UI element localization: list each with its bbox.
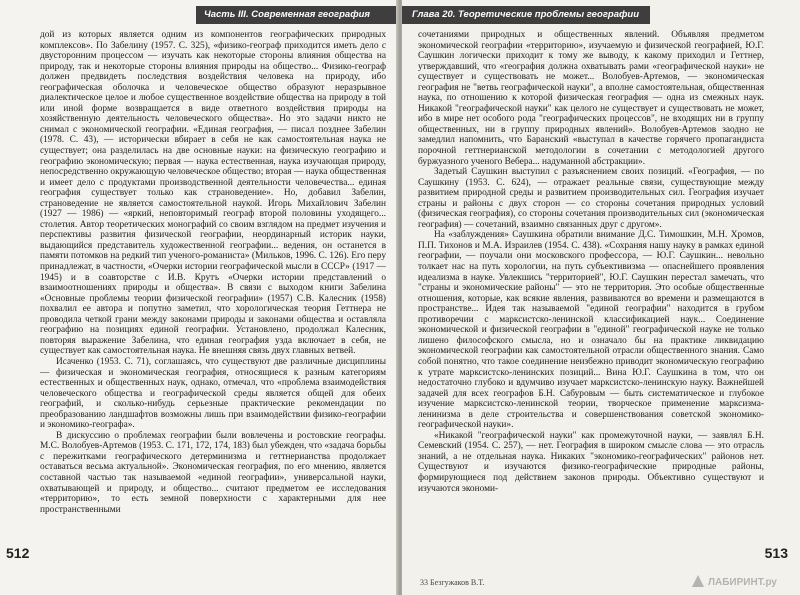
page-number-left: 512	[6, 545, 30, 561]
left-page	[0, 0, 398, 595]
signature-mark: 33 Безгужаков В.Т.	[420, 578, 485, 587]
paragraph: Исаченко (1953. С. 71), соглашаясь, что существуют две различные дисциплины — физическая и экономическая география, относящиеся к разным категориям естественных и общественных наук, однако, отмечал, что «проблема взаимодействия человеческого общества и географической среды является общей для обеих географий, и сколько-нибудь серьезные практические рекомендации по преобразованию ландшафтов возможны лишь при взаимодействии физико-географии и экономико-географа».	[40, 356, 386, 431]
paragraph: На «заблуждения» Саушкина обратили внимание Д.С. Тимошкин, М.Н. Хромов, П.П. Тихонов и М.А. Израилев (1954. С. 438). «Сохраняя нашу науку в рамках единой географии, — поучали они московского профессора, — Ю.Г. Саушкин... невольно толкает нас на путь хорологии, на путь субъективизма — опаснейшего проявления идеализма в науке. Увлекшись "территорией", Ю.Г. Саушкин перестал замечать, что "страны и экономические районы" — это не территория. Это особые общественные отношения, которые, как всякие явления, развиваются во времени и размещаются в пространстве... Идея так называемой "единой географии" находится в грубом противоречии с марксистско-ленинской классификацией наук... Соединение экономической и физической географии в "единой" географической науке не только лишено философского смысла, но и означало бы на практике ликвидацию экономической географии как самостоятельной отрасли общественного знания. Само собой понятно, что такое соединение неизбежно приводит экономическую географию к утрате марксистско-ленинских позиций... Вина Ю.Г. Саушкина в том, что он недостаточно глубоко и вдумчиво изучает марксистско-ленинскую науку. Важнейшей задачей для всех географов Б.Н. Сабуровым — быть систематическое и глубокое изучение марксистско-ленинской теории, творческое применение марксизма-ленинизма в деле строительства и совершенствования советской экономико-географической науки».	[418, 230, 764, 431]
paragraph: дой из которых является одним из компонентов географических природных комплексов». По Забелину (1957. С. 325), «физико-географ приходится иметь дело с двусторонним процессом — изучать как некоторые стороны влияния общества на природу, так и некоторые стороны влияния природы на общество... Физико-географ должен предвидеть последствия воздействия человека на природу, ибо географическая оболочка и человеческое общество образуют неразрывное диалектическое целое и любое существенное воздействие общества на природу в той или иной форме возвращается в виде ответного воздействия природы на хозяйственную деятельность человеческого общества». Но это задачи никто не снимал с экономической географии. «Единая география, — писал позднее Забелин (1978. С. 43), — исторически вбирает в себя не как самостоятельная наука не существует; она разделилась на две основные науки: на физическую географию и географию экономическую; первая — наука естественная, наука изучающая природу, непосредственно окружающую человеческое общество; вторая — наука общественная и имеет дело с продуктами производственной деятельности человечества... единая география существует только как страноведение». Но, добавил Забелин, страноведение не является самостоятельной наукой. Игорь Михайлович Забелин (1927 — 1986) — «яркий, неповторимый географ второй половины уходящего... столетия. Автор теоретических монографий со своим взглядом на предмет изучения и перспективы развития физической географии, неординарный историк науки, выдающийся представитель художественной географии... ведения, он останется в памяти потомков на редкий тип ученого-романиста» (Мильков, 1996. С. 126). Его перу принадлежат, в частности, «Очерки истории географической мысли в СССР» (1917 — 1945) и в соавторстве с И.В. Крутъ «Очерки истории представлений о взаимоотношениях природы и общества». В связи с выходом книги Забелина «Основные проблемы теории физической географии» (1957) С.В. Калесник (1958) похвалил ее автора и попутно заметил, что хорологическая теория Геттнера не проводила четкой грани между законами природы и законами общества и оставляла географию на позициях единой географии. Установлено, продолжал Калесник, повторяя выражение Забелина, что единая география узда включает в себя, не существует как самостоятельная наука. Не внешняя связь двух главных ветвей.	[40, 30, 387, 357]
right-page-text	[418, 30, 764, 494]
running-head-right: Глава 20. Теоретические проблемы географии	[402, 6, 650, 24]
page-number-right: 513	[764, 545, 788, 561]
running-head-left: Часть III. Современная география	[196, 6, 398, 24]
paragraph: сочетаниями природных и общественных явлений. Объявляя предметом экономической географии «территорию», изучаемую и физической географией, Ю.Г. Саушкин логически приходит к тому же выводу, к какому приходил и Геттнер, утверждавший, что «география должна охватывать рами «географической науки» не существует и существовать не может... Волобуев-Артемов, — экономическая география не "ветвь географической науки", а вполне самостоятельная, общественная наука, по отношению к которой физическая география — одна из смежных наук. Никакой "географической науки" как целого не существует и существовать не может, ибо в мире нет особого рода "географических процессов", не входящих ни в группу общественных, ни в группу природных явлений». Волобуев-Артемов заодно не замедлил напомнить, что Баранский «выступал в качестве горячего пропагандиста порочной геттнерианской методологии в сочетании с методологией другого буржуазного ученого Вебера... надуманной абстракции».	[418, 30, 764, 167]
right-page	[402, 0, 800, 595]
left-page-text	[40, 30, 386, 515]
paragraph: «Никакой "географической науки" как промежуточной науки, — заявлял Б.Н. Семевский (1954. С. 257), — нет. География в широком смысле слова — это отрасль знаний, а не отдельная наука. Никаких "экономико-географических" районов нет. Существуют и изучаются физико-географические природные районы, формирующиеся под действием законов природы. Объективно существуют и изучаются экономи-	[418, 430, 764, 494]
labirint-logo	[688, 571, 784, 591]
paragraph: В дискуссию о проблемах географии были вовлечены и ростовские географы. М.С. Волобуев-Артемов (1953. С. 171, 172, 174, 183) был убежден, что «задача борьбы с пережитками географического детерминизма и геттнерианства продолжает оставаться весьма актуальной». Экономическая география, по его мнению, является составной частью так называемой «единой географии», универсальной науки, охватывающей и природу, и общество... считают предметом ее исследования «территорию», то есть земной поверхности с характерными для нее пространственными	[40, 430, 386, 515]
paragraph: Задетый Саушкин выступил с разъяснением своих позиций. «География, — по Саушкину (1953. С. 624), — отражает реальные связи, существующие между развитием природной среды и развитием производительных сил. География изучает страны и районы с двух сторон — со стороны сочетания природных условий (физическая география), со стороны сочетания производительных сил (экономическая география) — сочетаний, взаимно связанных друг с другом».	[418, 167, 764, 230]
svg-text:ЛАБИРИНТ.ру: ЛАБИРИНТ.ру	[708, 577, 777, 588]
